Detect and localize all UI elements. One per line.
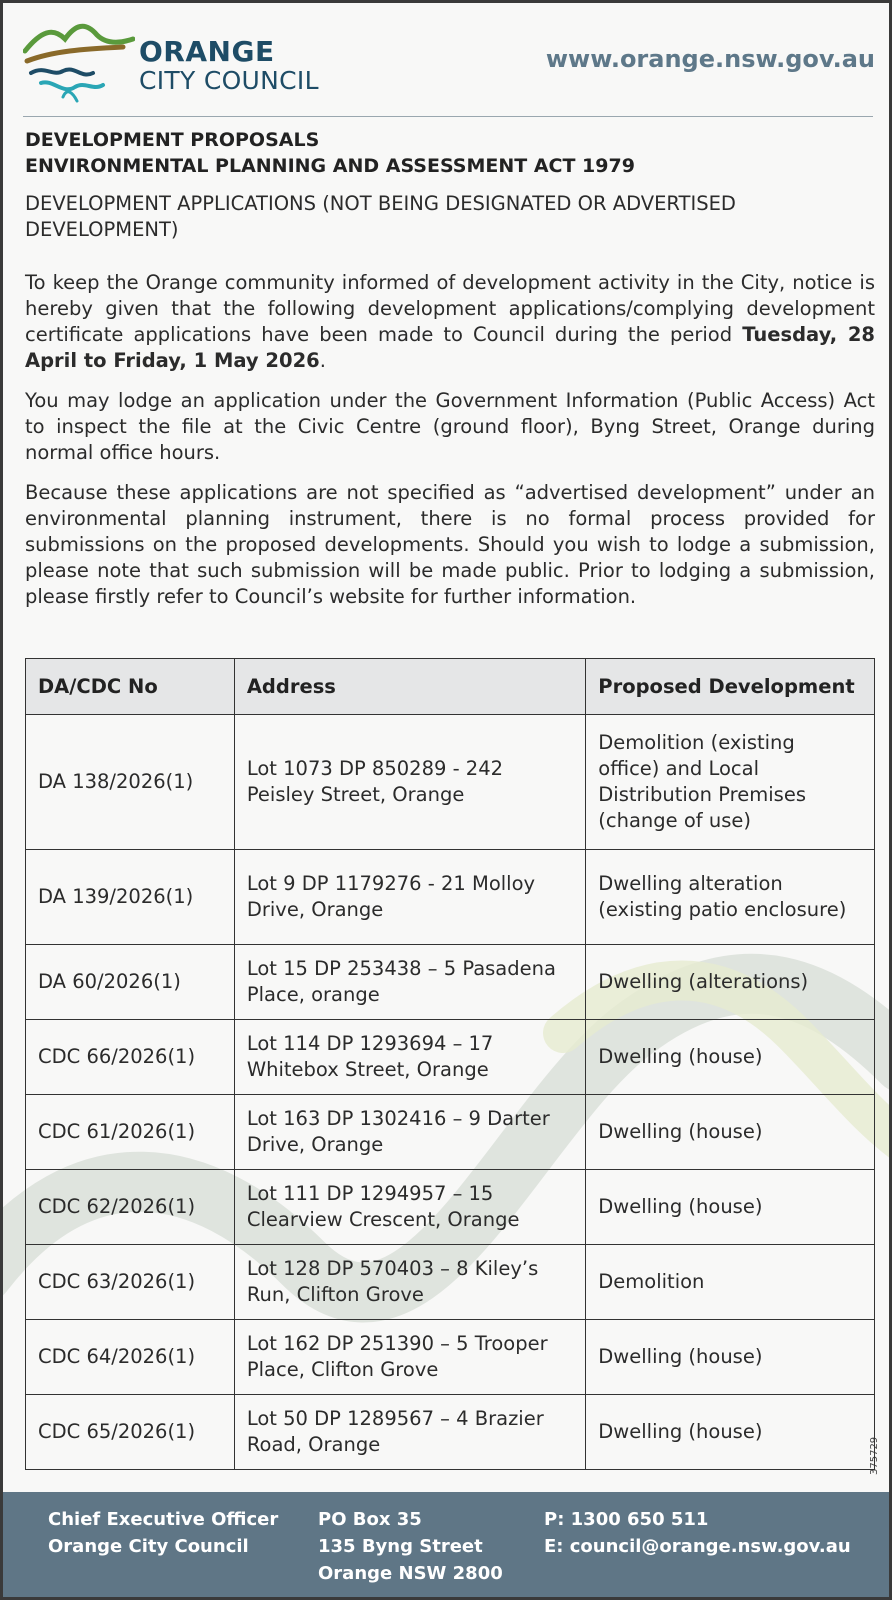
cell-development: Dwelling (house) [586,1320,875,1395]
table-row [26,1170,875,1245]
table-row [26,1320,875,1395]
intro-end: . [319,349,326,372]
footer-street: 135 Byng Street [318,1536,483,1557]
footer-phone: P: 1300 650 511 [544,1509,709,1530]
table-header-row [26,659,875,715]
notice-heading-line2: ENVIRONMENTAL PLANNING AND ASSESSMENT ACT 1979 [25,155,635,177]
intro-paragraph [25,270,875,374]
cell-application-no: CDC 65/2026(1) [26,1395,235,1470]
cell-development: Demolition [586,1245,875,1320]
gipa-paragraph: You may lodge an application under the Government Information (Public Access) Act to inspect the file at the Civic Centre (ground floor), Byng Street, Orange during normal office hours. [25,389,875,464]
cell-development: Dwelling (house) [586,1095,875,1170]
cell-address: Lot 111 DP 1294957 – 15 Clearview Crescent, Orange [234,1170,585,1245]
reference-number: 375729 [869,1436,880,1475]
header-da-cdc-no: DA/CDC No [26,659,235,715]
submissions-paragraph: Because these applications are not specified as “advertised development” under an environmental planning instrument, there is no formal process provided for submissions on the proposed developments. Should you wish to lodge a submission, please note that such submission will be made public. Prior to lodging a submission, please firstly refer to Council’s website for further information. [25,481,875,608]
cell-application-no: CDC 62/2026(1) [26,1170,235,1245]
cell-development: Dwelling (alterations) [586,945,875,1020]
header-address: Address [234,659,585,715]
header-proposed-development: Proposed Development [586,659,875,715]
footer-council-name: Orange City Council [48,1536,249,1557]
table-row [26,850,875,945]
footer-email: E: council@orange.nsw.gov.au [544,1536,851,1557]
notice-body [25,127,875,610]
footer-ceo-title: Chief Executive Officer [48,1509,279,1530]
cell-application-no: CDC 61/2026(1) [26,1095,235,1170]
cell-address: Lot 128 DP 570403 – 8 Kiley’s Run, Clifton Grove [234,1245,585,1320]
cell-address: Lot 162 DP 251390 – 5 Trooper Place, Clifton Grove [234,1320,585,1395]
cell-application-no: DA 138/2026(1) [26,715,235,850]
table-row [26,945,875,1020]
cell-address: Lot 1073 DP 850289 - 242 Peisley Street, Orange [234,715,585,850]
cell-address: Lot 15 DP 253438 – 5 Pasadena Place, orange [234,945,585,1020]
cell-address: Lot 114 DP 1293694 – 17 Whitebox Street, Orange [234,1020,585,1095]
cell-application-no: DA 60/2026(1) [26,945,235,1020]
cell-address: Lot 9 DP 1179276 - 21 Molloy Drive, Orange [234,850,585,945]
footer-po-box: PO Box 35 [318,1509,422,1530]
website-url: www.orange.nsw.gov.au [545,45,875,73]
cell-application-no: CDC 63/2026(1) [26,1245,235,1320]
header-divider [23,116,873,117]
cell-development: Demolition (existing office) and Local Distribution Premises (change of use) [586,715,875,850]
logo-wordmark-line2: CITY COUNCIL [139,66,319,95]
cell-development: Dwelling alteration (existing patio enclosure) [586,850,875,945]
cell-address: Lot 50 DP 1289567 – 4 Brazier Road, Orange [234,1395,585,1470]
table-row [26,1095,875,1170]
orange-city-council-logo-icon [23,21,135,105]
cell-development: Dwelling (house) [586,1020,875,1095]
cell-development: Dwelling (house) [586,1170,875,1245]
cell-application-no: CDC 64/2026(1) [26,1320,235,1395]
footer-town: Orange NSW 2800 [318,1563,503,1584]
footer-contact [544,1506,851,1560]
table-row [26,715,875,850]
cell-address: Lot 163 DP 1302416 – 9 Darter Drive, Orange [234,1095,585,1170]
cell-application-no: DA 139/2026(1) [26,850,235,945]
footer-address [318,1506,503,1587]
notice-period: Tuesday, 28 April to Friday, 1 May 2026 [25,323,876,372]
table-row [26,1395,875,1470]
notice-subheading: DEVELOPMENT APPLICATIONS (NOT BEING DESIGNATED OR ADVERTISED DEVELOPMENT) [25,192,736,241]
notice-heading-line1: DEVELOPMENT PROPOSALS [25,129,320,151]
header [23,21,875,117]
table-row [26,1245,875,1320]
cell-application-no: CDC 66/2026(1) [26,1020,235,1095]
cell-development: Dwelling (house) [586,1395,875,1470]
footer [3,1492,892,1600]
footer-sender [48,1506,278,1560]
intro-text: To keep the Orange community informed of development activity in the City, notice is hereby given that the following development applications/complying development certificate applications have been made to Council during the period [25,271,875,346]
applications-table [25,658,875,1470]
table-row [26,1020,875,1095]
logo-wordmark-line1: ORANGE [139,35,275,68]
